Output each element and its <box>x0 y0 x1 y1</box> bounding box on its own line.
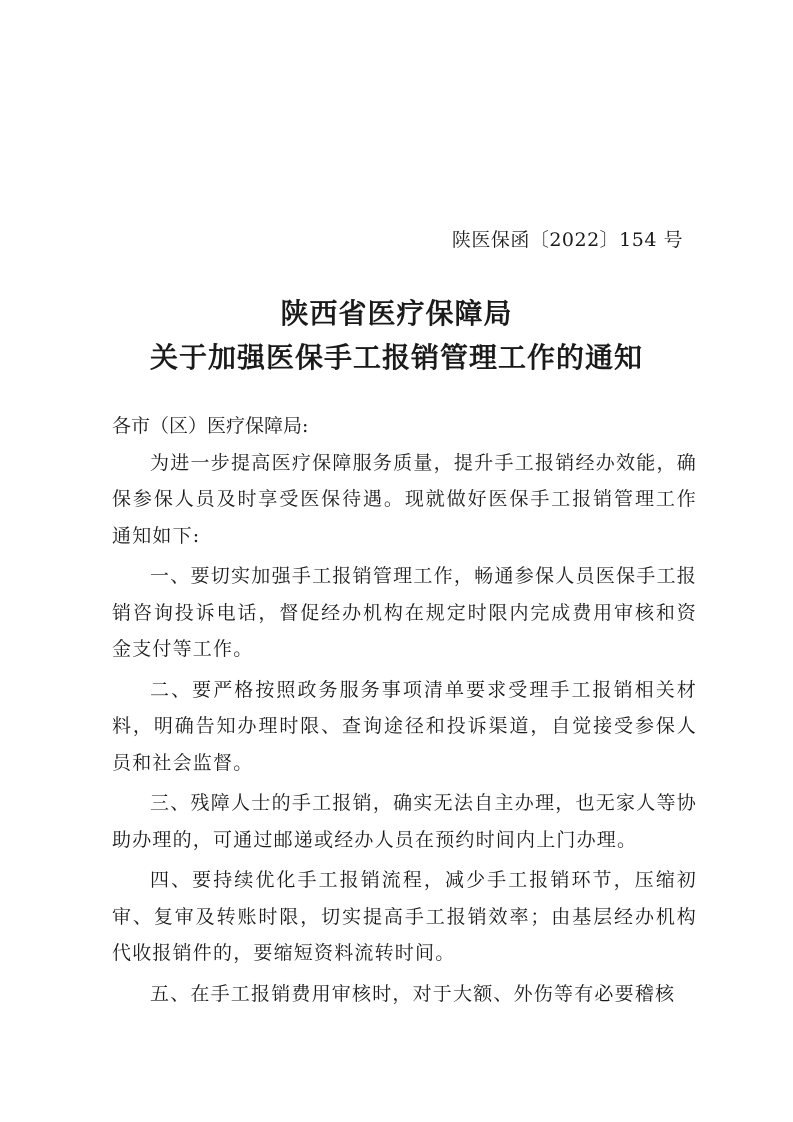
paragraph-item-2: 二、要严格按照政务服务事项清单要求受理手工报销相关材料，明确告知办理时限、查询途径和投诉渠道，自觉接受参保人员和社会监督。 <box>112 678 697 774</box>
paragraph-item-1: 一、要切实加强手工报销管理工作，畅通参保人员医保手工报销咨询投诉电话，督促经办机构在规定时限内完成费用审核和资金支付等工作。 <box>112 565 697 660</box>
paragraph-item-4: 四、要持续优化手工报销流程，减少手工报销环节，压缩初审、复审及转账时限，切实提高手工报销效率；由基层经办机构代收报销件的，要缩短资料流转时间。 <box>112 869 697 964</box>
document-body <box>112 408 697 1016</box>
document-title <box>0 292 793 380</box>
title-line-1: 陕西省医疗保障局 <box>280 297 513 330</box>
salutation: 各市（区）医疗保障局: <box>112 415 309 437</box>
paragraph-intro: 为进一步提高医疗保障服务质量，提升手工报销经办效能，确保参保人员及时享受医保待遇。现就做好医保手工报销管理工作通知如下: <box>112 451 697 547</box>
paragraph-item-5: 五、在手工报销费用审核时，对于大额、外伤等有必要稽核 <box>150 982 676 1005</box>
document-number: 陕医保函〔2022〕154 号 <box>451 229 683 251</box>
paragraph-item-3: 三、残障人士的手工报销，确实无法自主办理，也无家人等协助办理的，可通过邮递或经办人员在预约时间内上门办理。 <box>112 792 697 851</box>
title-line-2: 关于加强医保手工报销管理工作的通知 <box>149 341 643 374</box>
